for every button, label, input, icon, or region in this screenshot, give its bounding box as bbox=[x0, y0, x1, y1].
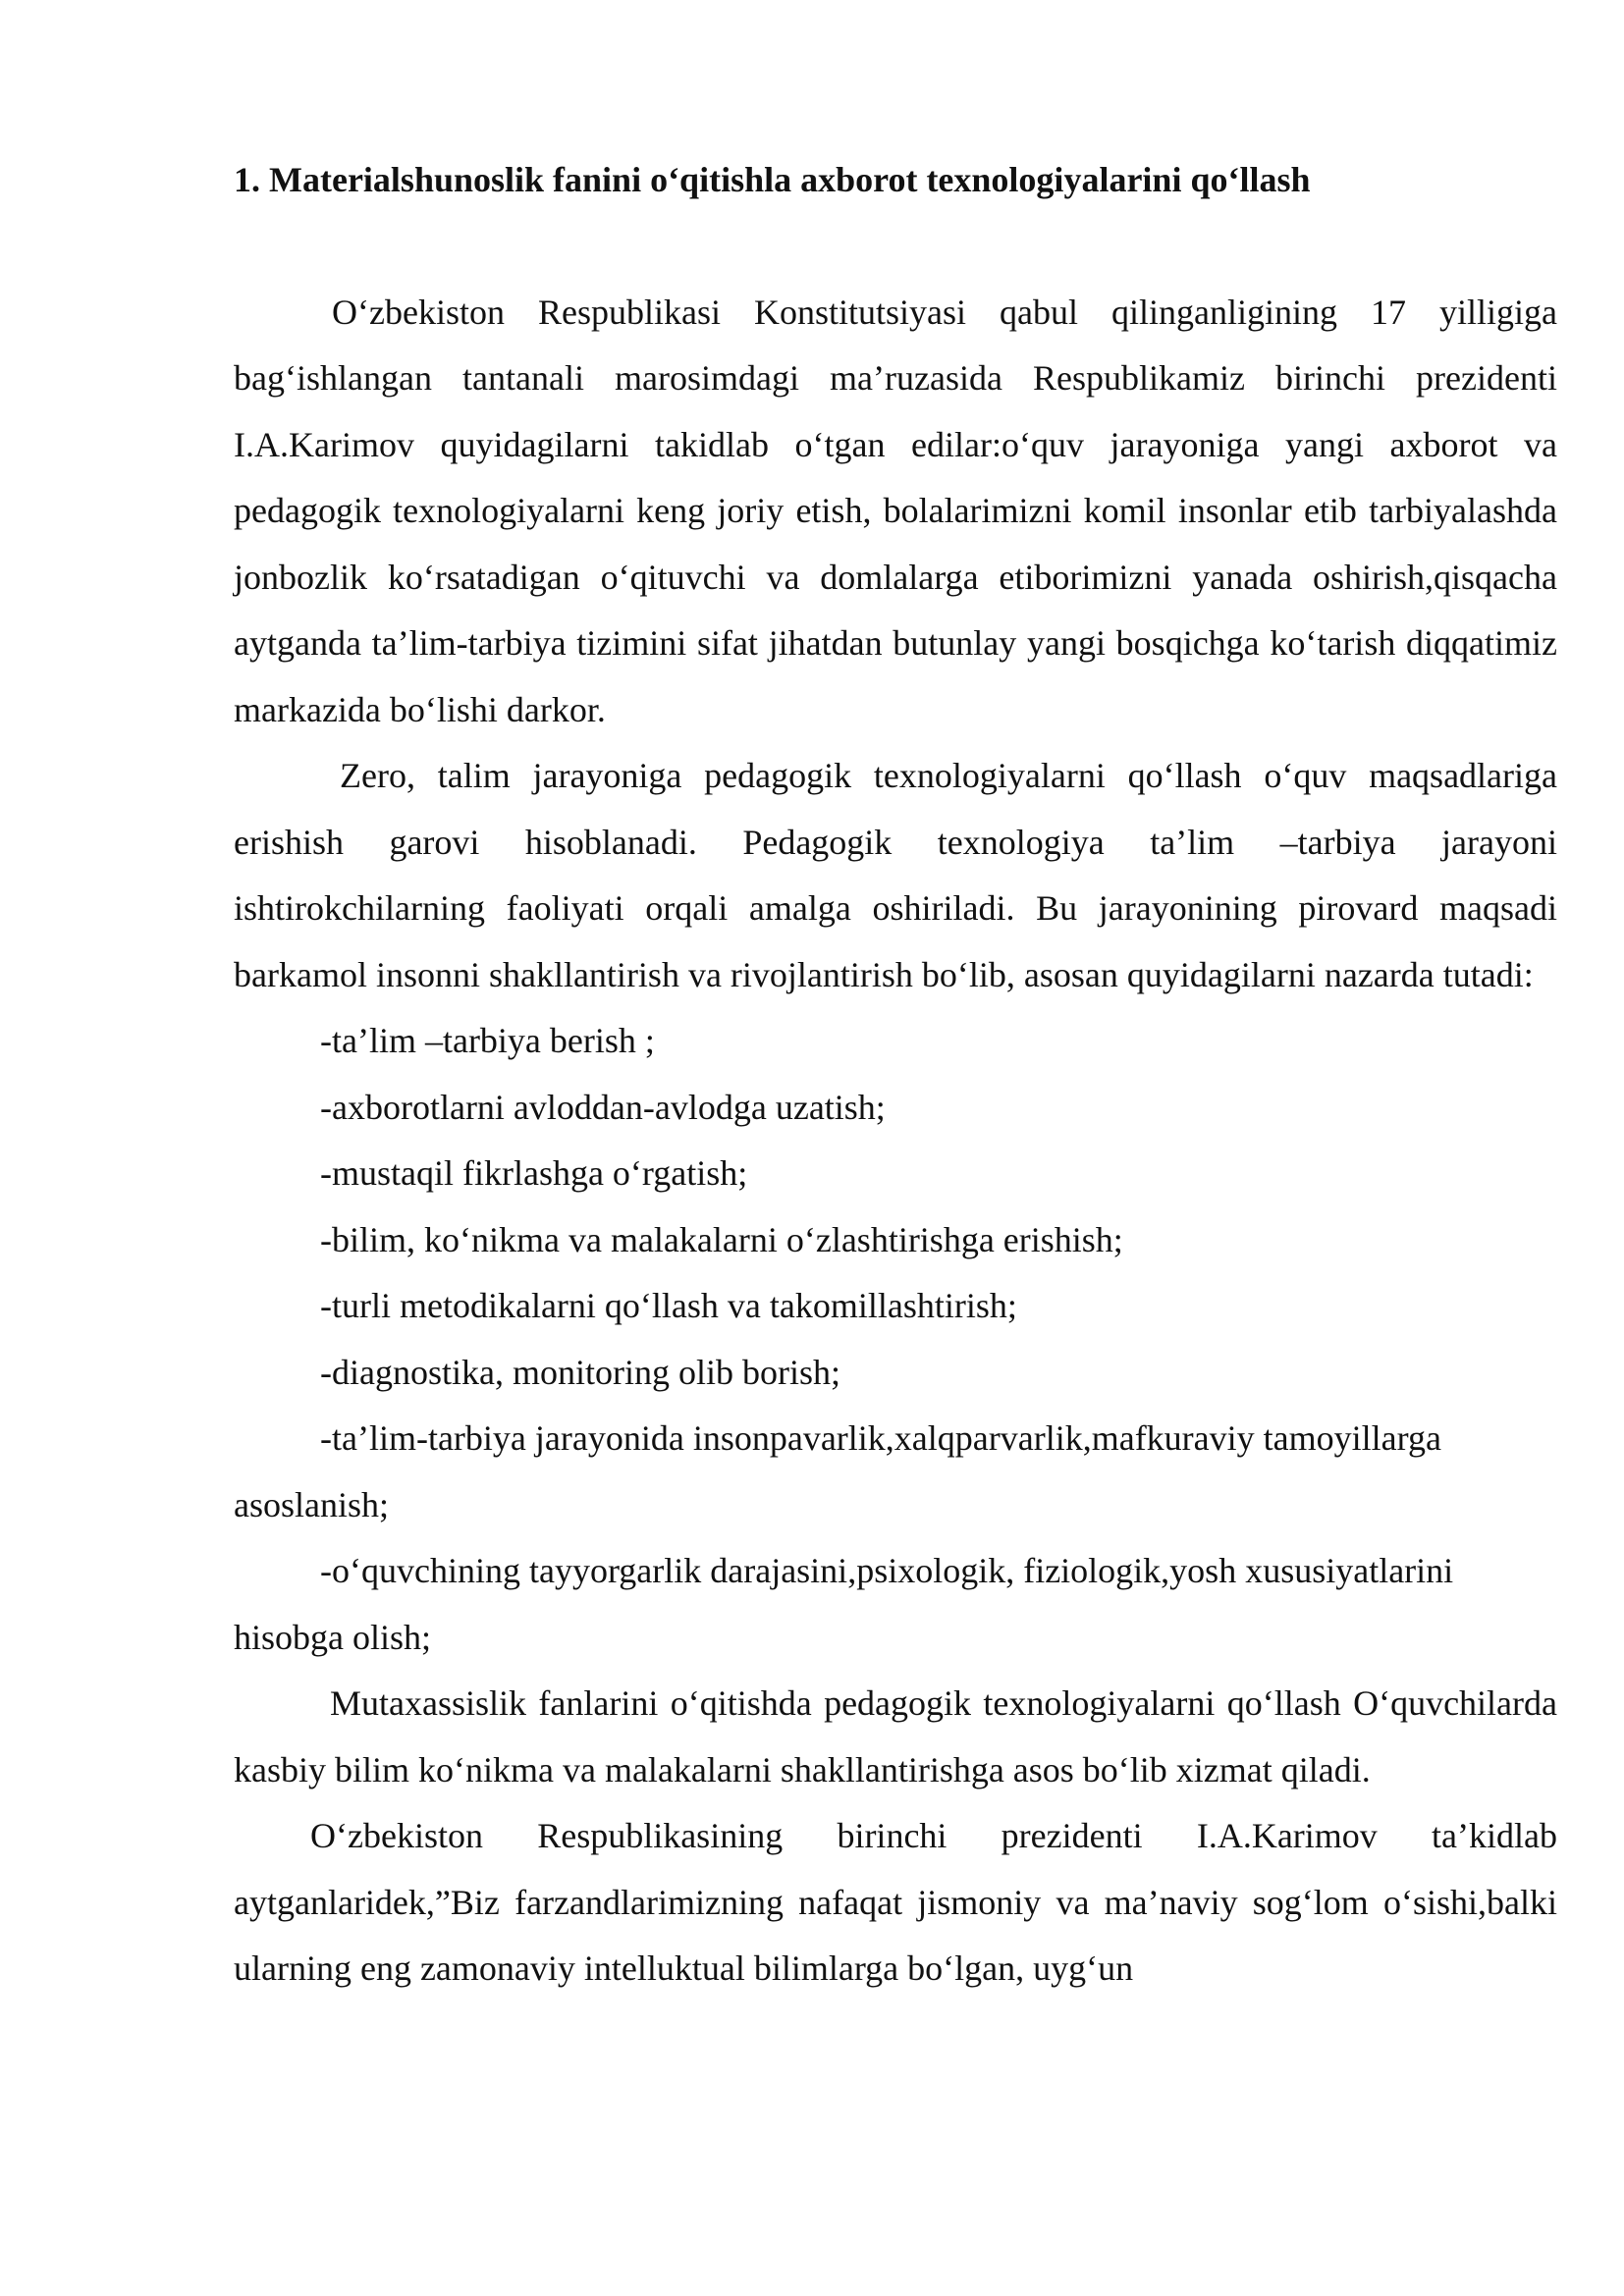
paragraph-specialty-subjects: Mutaxassislik fanlarini o‘qitishda pedagogik texnologiyalarni qo‘llash O‘quvchilarda kasbiy bilim ko‘nikma va malakalarni shakllantirishga asos bo‘lib xizmat qiladi. bbox=[234, 1683, 1557, 1789]
list-item: -mustaqil fikrlashga o‘rgatish; bbox=[320, 1153, 748, 1193]
paragraph-pedagogical-technology: Zero, talim jarayoniga pedagogik texnologiyalarni qo‘llash o‘quv maqsadlariga erishish garovi hisoblanadi. Pedagogik texnologiya ta’lim –tarbiya jarayoni ishtirokchilarning faoliyati orqali amalga oshiriladi. Bu jarayonining pirovard maqsadi barkamol insonni shakllantirish va rivojlantirish bo‘lib, asosan quyidagilarni nazarda tutadi: bbox=[234, 756, 1557, 994]
paragraph-karimov-quote: O‘zbekiston Respublikasining birinchi prezidenti I.A.Karimov ta’kidlab aytganlaridek,”Biz farzandlarimizning nafaqat jismoniy va ma’naviy sog‘lom o‘sishi,balki ularning eng zamonaviy intelluktual bilimlarga bo‘lgan, uyg‘un bbox=[234, 1816, 1557, 1988]
paragraph-constitution: O‘zbekiston Respublikasi Konstitutsiyasi qabul qilinganligining 17 yilligiga bag‘ishlangan tantanali marosimdagi ma’ruzasida Respublikamiz birinchi prezidenti I.A.Karimov quyidagilarni takidlab o‘tgan edilar:o‘quv jarayoniga yangi axborot va pedagogik texnologiyalarni keng joriy etish, bolalarimizni komil insonlar etib tarbiyalashda jonbozlik ko‘rsatadigan o‘qituvchi va domlalarga etiborimizni yanada oshirish,qisqacha aytganda ta’lim-tarbiya tizimini sifat jihatdan butunlay yangi bosqichga ko‘tarish diqqatimiz markazida bo‘lishi darkor. bbox=[234, 292, 1557, 729]
list-item: -turli metodikalarni qo‘llash va takomillashtirish; bbox=[320, 1286, 1017, 1325]
document-page bbox=[234, 147, 1557, 2002]
list-item: -ta’lim-tarbiya jarayonida insonpavarlik,xalqparvarlik,mafkuraviy tamoyillarga asoslanish; bbox=[234, 1418, 1441, 1524]
list-item: -bilim, ko‘nikma va malakalarni o‘zlashtirishga erishish; bbox=[320, 1219, 1123, 1259]
list-item: -o‘quvchining tayyorgarlik darajasini,psixologik, fiziologik,yosh xususiyatlarini hisobga olish; bbox=[234, 1551, 1454, 1657]
section-title: 1. Materialshunoslik fanini o‘qitishla axborot texnologiyalarini qo‘llash bbox=[234, 160, 1311, 199]
list-item: -axborotlarni avloddan-avlodga uzatish; bbox=[320, 1087, 886, 1127]
list-item: -ta’lim –tarbiya berish ; bbox=[320, 1021, 655, 1060]
list-item: -diagnostika, monitoring olib borish; bbox=[320, 1352, 840, 1392]
